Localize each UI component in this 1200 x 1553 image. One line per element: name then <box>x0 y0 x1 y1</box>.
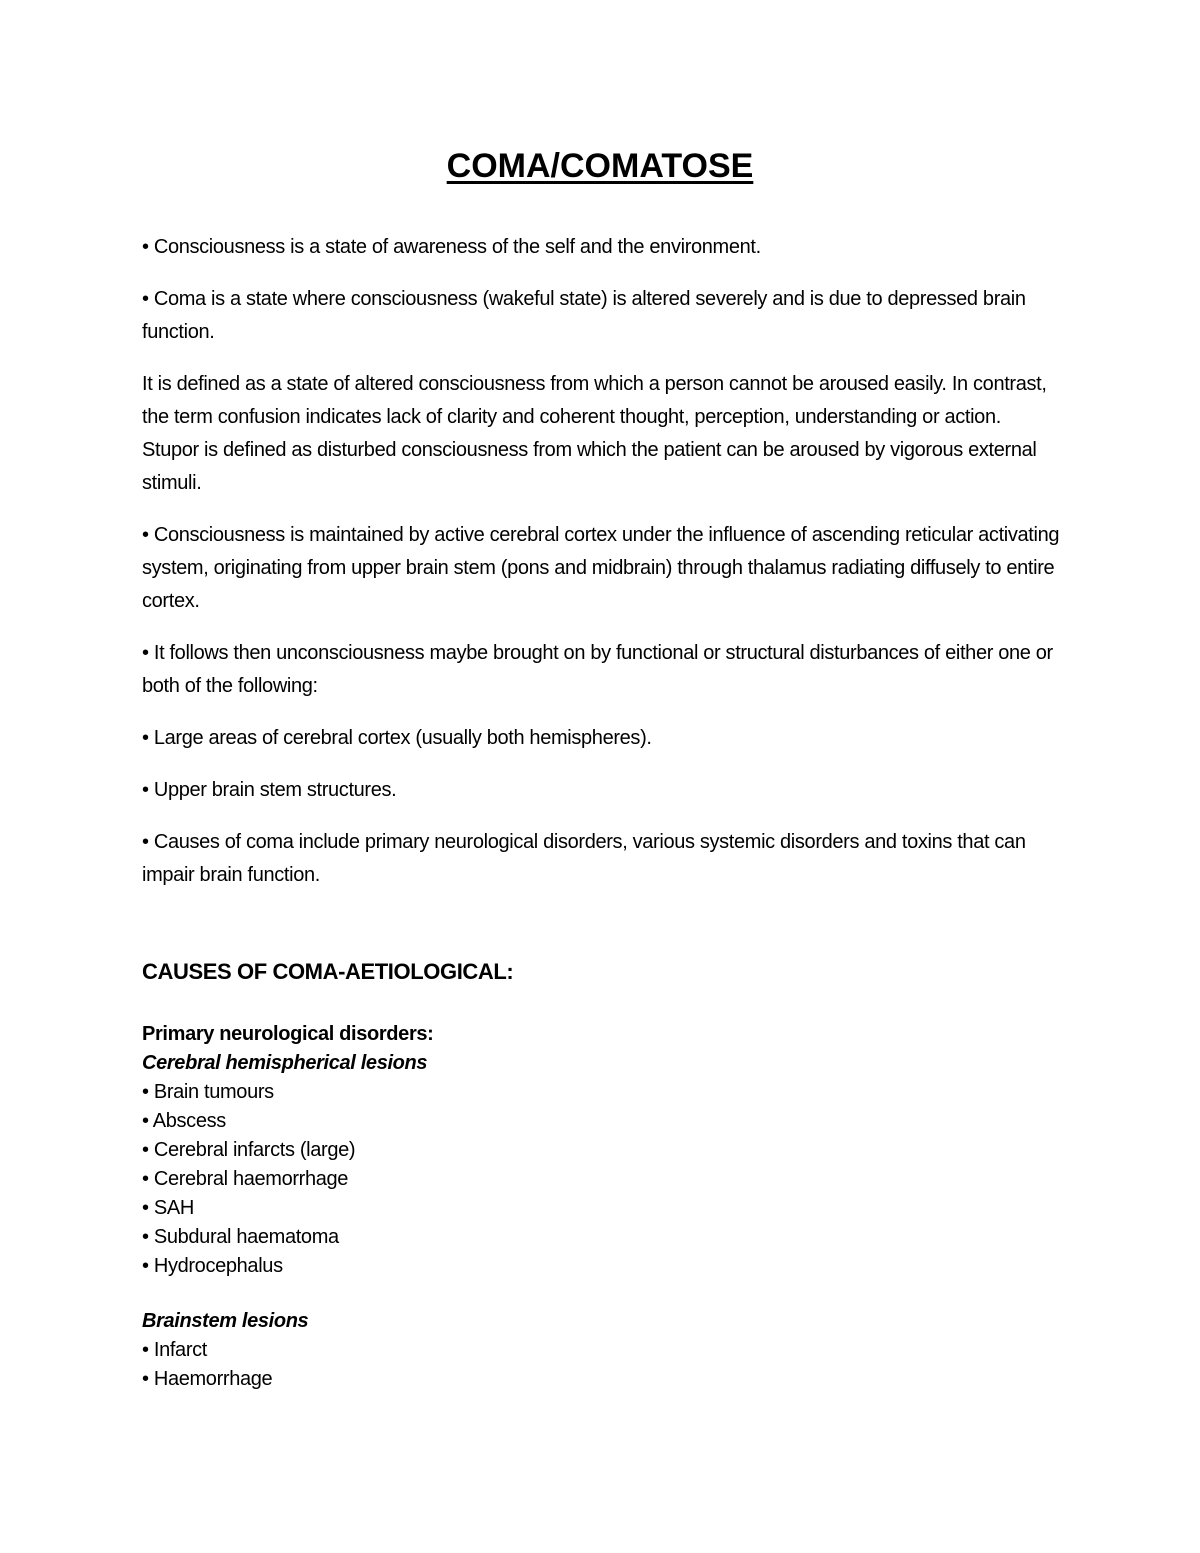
paragraph-altered-consciousness: It is defined as a state of altered consciousness from which a person cannot be aroused easily. In contrast, the term confusion indicates lack of clarity and coherent thought, perception, understanding or action. Stupor is defined as disturbed consciousness from which the patient can be aroused by vigorous external stimuli. <box>142 373 1047 494</box>
list-item: • Hydrocephalus <box>142 1255 283 1277</box>
primary-disorders-heading: Primary neurological disorders: <box>142 1023 434 1045</box>
list-item: • Subdural haematoma <box>142 1226 339 1248</box>
list-item: • Infarct <box>142 1339 207 1361</box>
brainstem-lesions-list <box>142 1336 1062 1394</box>
paragraph-coma-definition: • Coma is a state where consciousness (wakeful state) is altered severely and is due to depressed brain function. <box>142 288 1026 343</box>
list-item: • Haemorrhage <box>142 1368 273 1390</box>
paragraph-cerebral-cortex: • Large areas of cerebral cortex (usually both hemispheres). <box>142 727 652 749</box>
paragraph-consciousness-definition: • Consciousness is a state of awareness of the self and the environment. <box>142 236 761 258</box>
cerebral-lesions-subheading: Cerebral hemispherical lesions <box>142 1052 428 1074</box>
intro-body <box>142 231 1062 911</box>
list-item: • Cerebral haemorrhage <box>142 1168 349 1190</box>
cerebral-lesions-list <box>142 1078 1062 1281</box>
primary-disorders-block <box>142 1020 1062 1281</box>
list-item: • Cerebral infarcts (large) <box>142 1139 356 1161</box>
paragraph-causes-of-coma: • Causes of coma include primary neurological disorders, various systemic disorders and toxins that can impair brain function. <box>142 831 1026 886</box>
paragraph-unconsciousness-causes: • It follows then unconsciousness maybe brought on by functional or structural disturbances of either one or both of the following: <box>142 642 1053 697</box>
paragraph-brain-stem: • Upper brain stem structures. <box>142 779 397 801</box>
section-heading-causes: CAUSES OF COMA-AETIOLOGICAL: <box>142 959 514 984</box>
list-item: • Brain tumours <box>142 1081 274 1103</box>
brainstem-lesions-block <box>142 1307 1062 1394</box>
list-item: • Abscess <box>142 1110 226 1132</box>
document-title: COMA/COMATOSE <box>446 147 754 185</box>
brainstem-lesions-subheading: Brainstem lesions <box>142 1310 309 1332</box>
list-item: • SAH <box>142 1197 194 1219</box>
paragraph-reticular-system: • Consciousness is maintained by active cerebral cortex under the influence of ascending reticular activating system, originating from upper brain stem (pons and midbrain) through thalamus radiating diffusely to entire cortex. <box>142 524 1060 612</box>
